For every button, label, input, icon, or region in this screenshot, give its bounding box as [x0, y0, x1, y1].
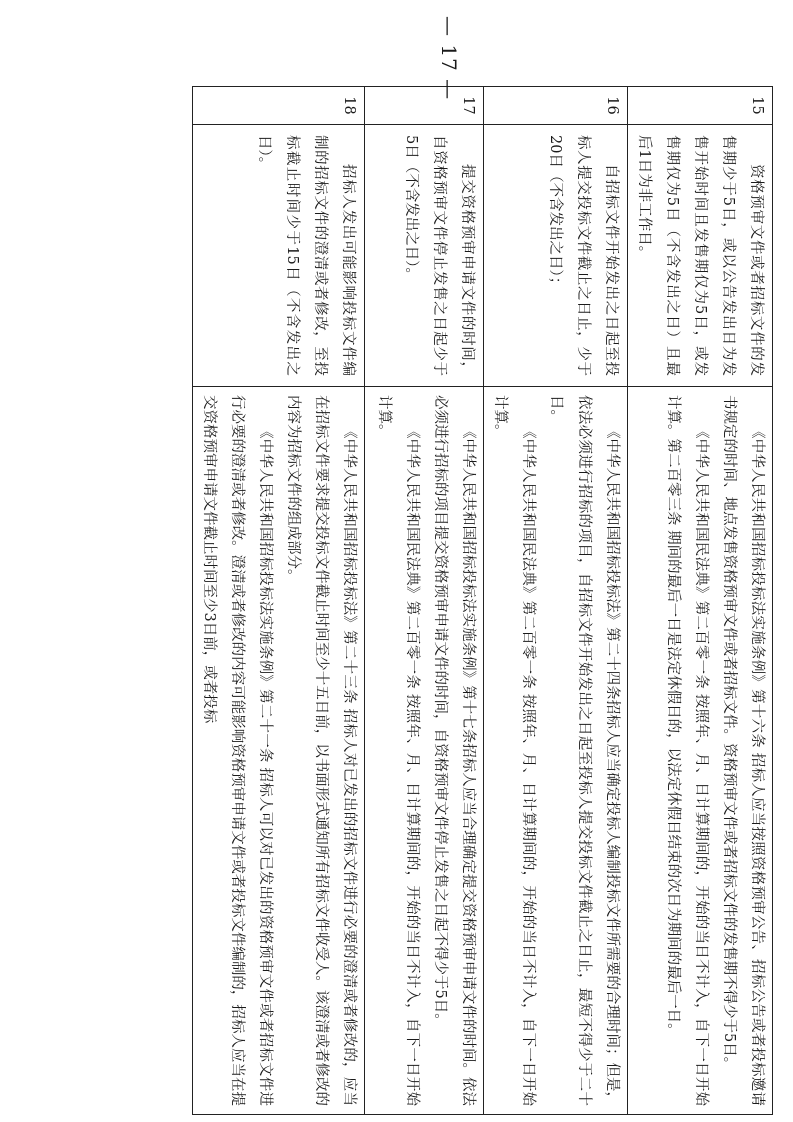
law-clause: 《中华人民共和国招标投标法实施条例》第十七条招标人应当合理确定提交资格预审申请文件的时间。依法必须进行招标的项目提交资格预审申请文件的时间，自资格预审文件停止发售之日起不得少于5日。: [432, 395, 476, 1106]
legal-basis: [193, 387, 365, 1115]
legal-basis: [628, 387, 773, 1115]
table-row: [628, 87, 773, 1115]
law-clause: 《中华人民共和国招标投标法》第二十四条招标人应当确定投标人编制投标文件所需要的合理时间；但是，依法必须进行招标的项目，自招标文件开始发出之日起至投标人提交投标文件截止之日止，最短不得少于二十日。: [548, 395, 620, 1106]
violation-description: [628, 125, 773, 387]
violation-description: [365, 125, 484, 387]
legal-basis: [365, 387, 484, 1115]
rotated-page: [2, 4, 791, 1116]
row-number: 15: [628, 87, 773, 125]
law-clause: 《中华人民共和国招标投标法实施条例》第二十一条 招标人可以对已发出的资格预审文件或者招标文件进行必要的澄清或者修改。澄清或者修改的内容可能影响资格预审申请文件或者投标文件编制的，招标人应当在提交资格预审申请文件截止时间至少3日前，或者投标: [201, 395, 273, 1106]
law-clause: 《中华人民共和国招标投标法》第二十三条 招标人对已发出的招标文件进行必要的澄清或者修改的，应当在招标文件要求提交投标文件截止时间至少十五日前，以书面形式通知所有招标文件收受人。该澄清或者修改的内容为招标文件的组成部分。: [285, 395, 357, 1106]
row-number: 18: [193, 87, 365, 125]
row-number: 16: [484, 87, 628, 125]
law-clause: 《中华人民共和国民法典》第二百零一条 按照年、月、日计算期间的，开始的当日不计入，自下一日开始计算。: [376, 395, 420, 1106]
requirement-text: 资格预审文件或者招标文件的发售期少于5日，或以公告发出日为发售开始时间且发售期仅为5日，或发售期仅为5日（不含发出之日）且最后1日为非工作日。: [636, 135, 764, 376]
table-row: [484, 87, 628, 1115]
legal-basis: [484, 387, 628, 1115]
requirement-text: 招标人发出可能影响投标文件编制的招标文件的澄清或者修改，至投标截止时间少于15日（不含发出之日）。: [256, 135, 356, 376]
requirement-text: 自招标文件开始发出之日起至投标人提交投标文件截止之日止，少于20日（不含发出之日）；: [547, 135, 619, 376]
violation-description: [193, 125, 365, 387]
table-row: [365, 87, 484, 1115]
violation-description: [484, 125, 628, 387]
row-number: 17: [365, 87, 484, 125]
law-clause: 《中华人民共和国招标投标法实施条例》第十六条 招标人应当按照资格预审公告、招标公告或者投标邀请书规定的时间、地点发售资格预审文件或者招标文件。资格预审文件或者招标文件的发售期不得少于5日。: [721, 395, 765, 1106]
page-number: — 17 —: [437, 16, 461, 101]
table-row: [193, 87, 365, 1115]
requirement-text: 提交资格预审申请文件的时间，自资格预审文件停止发售之日起少于5日（不含发出之日）。: [403, 135, 475, 376]
law-clause: 《中华人民共和国民法典》第二百零一条 按照年、月、日计算期间的，开始的当日不计入，自下一日开始计算。第二百零三条 期间的最后一日是法定休假日的，以法定休假日结束的次日为期间的最后一日。: [665, 395, 709, 1106]
regulation-table: [192, 86, 773, 1115]
law-clause: 《中华人民共和国民法典》第二百零一条 按照年、月、日计算期间的，开始的当日不计入，自下一日开始计算。: [492, 395, 536, 1106]
